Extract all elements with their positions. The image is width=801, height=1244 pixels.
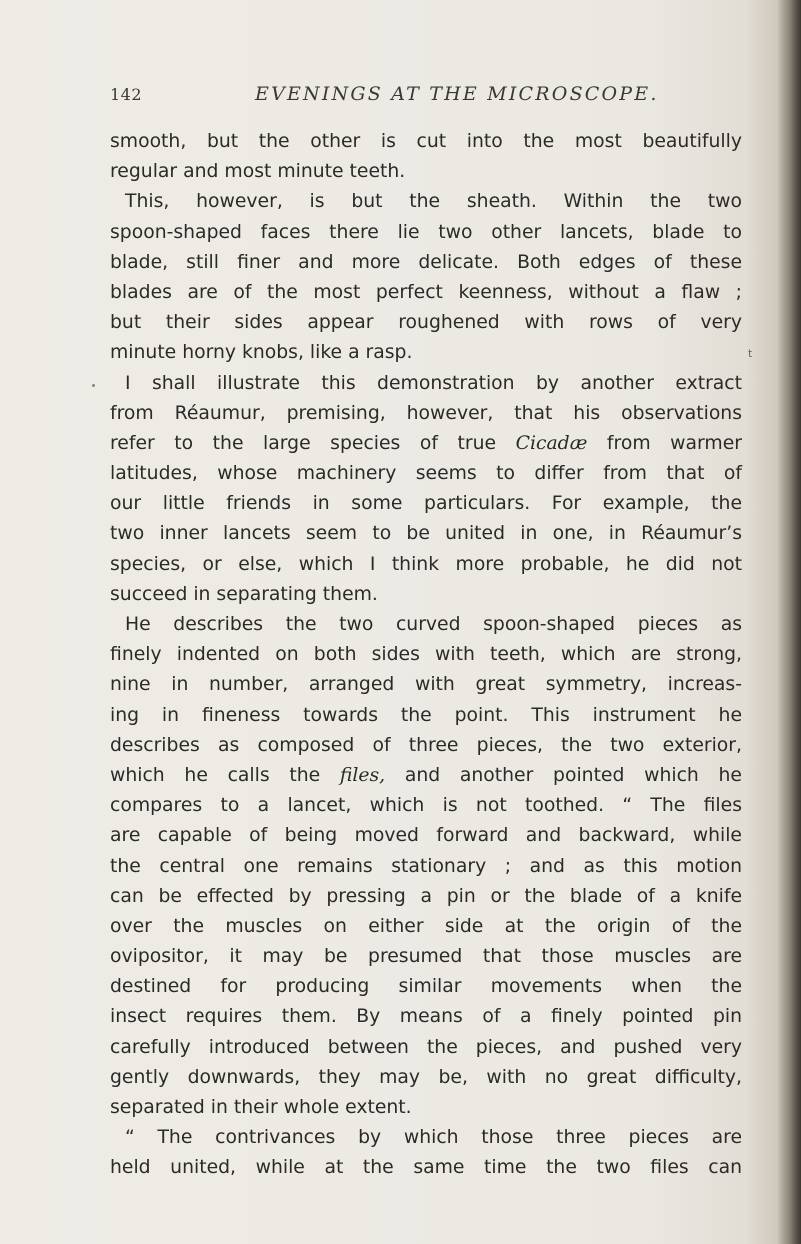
text-line: our little friends in some particulars. For example, the bbox=[110, 493, 742, 515]
text-line bbox=[110, 429, 742, 459]
text-line: species, or else, which I think more probable, he did not bbox=[110, 553, 742, 575]
margin-mark: t bbox=[748, 347, 753, 360]
text-line: regular and most minute teeth. bbox=[110, 161, 406, 183]
text-line: can be effected by pressing a pin or the blade of a knife bbox=[110, 885, 742, 907]
text-line: insect requires them. By means of a finely pointed pin bbox=[110, 1006, 742, 1028]
page-header bbox=[110, 83, 742, 113]
text-line: blades are of the most perfect keenness, without a flaw ; bbox=[110, 281, 742, 303]
text-line: minute horny knobs, like a rasp. bbox=[110, 342, 413, 364]
text-run: which he calls the bbox=[110, 764, 340, 786]
italic-term-files: files, bbox=[339, 764, 386, 786]
text-line: ovipositor, it may be presumed that those muscles are bbox=[110, 946, 742, 968]
body-text bbox=[110, 127, 742, 1184]
text-line: two inner lancets seem to be united in one, in Réaumur’s bbox=[110, 523, 742, 545]
text-line: finely indented on both sides with teeth, which are strong, bbox=[110, 644, 742, 666]
text-run: refer to the large species of true bbox=[110, 432, 516, 454]
text-line: separated in their whole extent. bbox=[110, 1097, 412, 1118]
text-line: ing in fineness towards the point. This instrument he bbox=[110, 704, 742, 726]
text-line: I shall illustrate this demonstration by another extract bbox=[125, 372, 742, 394]
text-line: He describes the two curved spoon-shaped pieces as bbox=[125, 614, 742, 635]
text-line: smooth, but the other is cut into the most beautifully bbox=[110, 131, 742, 152]
text-line: blade, still finer and more delicate. Both edges of these bbox=[110, 251, 742, 273]
text-line: destined for producing similar movements when the bbox=[110, 976, 742, 998]
running-head: EVENINGS AT THE MICROSCOPE. bbox=[255, 83, 659, 105]
text-line: spoon-shaped faces there lie two other lancets, blade to bbox=[110, 221, 742, 243]
margin-dot bbox=[92, 384, 95, 387]
text-run: and another pointed which he bbox=[385, 764, 742, 786]
text-line: gently downwards, they may be, with no great difficulty, bbox=[110, 1066, 742, 1088]
text-line: nine in number, arranged with great symmetry, increas- bbox=[110, 674, 742, 696]
text-line: carefully introduced between the pieces, and pushed very bbox=[110, 1036, 742, 1058]
italic-term-cicadae: Cicadæ bbox=[515, 432, 588, 454]
page-number: 142 bbox=[110, 85, 143, 104]
text-line: but their sides appear roughened with rows of very bbox=[110, 312, 742, 334]
text-line: describes as composed of three pieces, the two exterior, bbox=[110, 734, 742, 756]
text-line: “ The contrivances by which those three pieces are bbox=[125, 1127, 742, 1149]
text-line bbox=[110, 761, 742, 791]
text-line: from Réaumur, premising, however, that his observations bbox=[110, 402, 742, 424]
text-line: This, however, is but the sheath. Within the two bbox=[125, 191, 742, 213]
text-line: latitudes, whose machinery seems to differ from that of bbox=[110, 463, 742, 485]
text-run: from warmer bbox=[587, 432, 742, 454]
text-line: held united, while at the same time the two files can bbox=[110, 1157, 742, 1179]
text-line: the central one remains stationary ; and as this motion bbox=[110, 855, 742, 877]
page-gutter-shadow bbox=[777, 0, 801, 1244]
text-line: over the muscles on either side at the origin of the bbox=[110, 915, 742, 937]
text-line: compares to a lancet, which is not toothed. “ The files bbox=[110, 795, 742, 817]
text-line: succeed in separating them. bbox=[110, 583, 378, 605]
text-line: are capable of being moved forward and backward, while bbox=[110, 825, 742, 847]
